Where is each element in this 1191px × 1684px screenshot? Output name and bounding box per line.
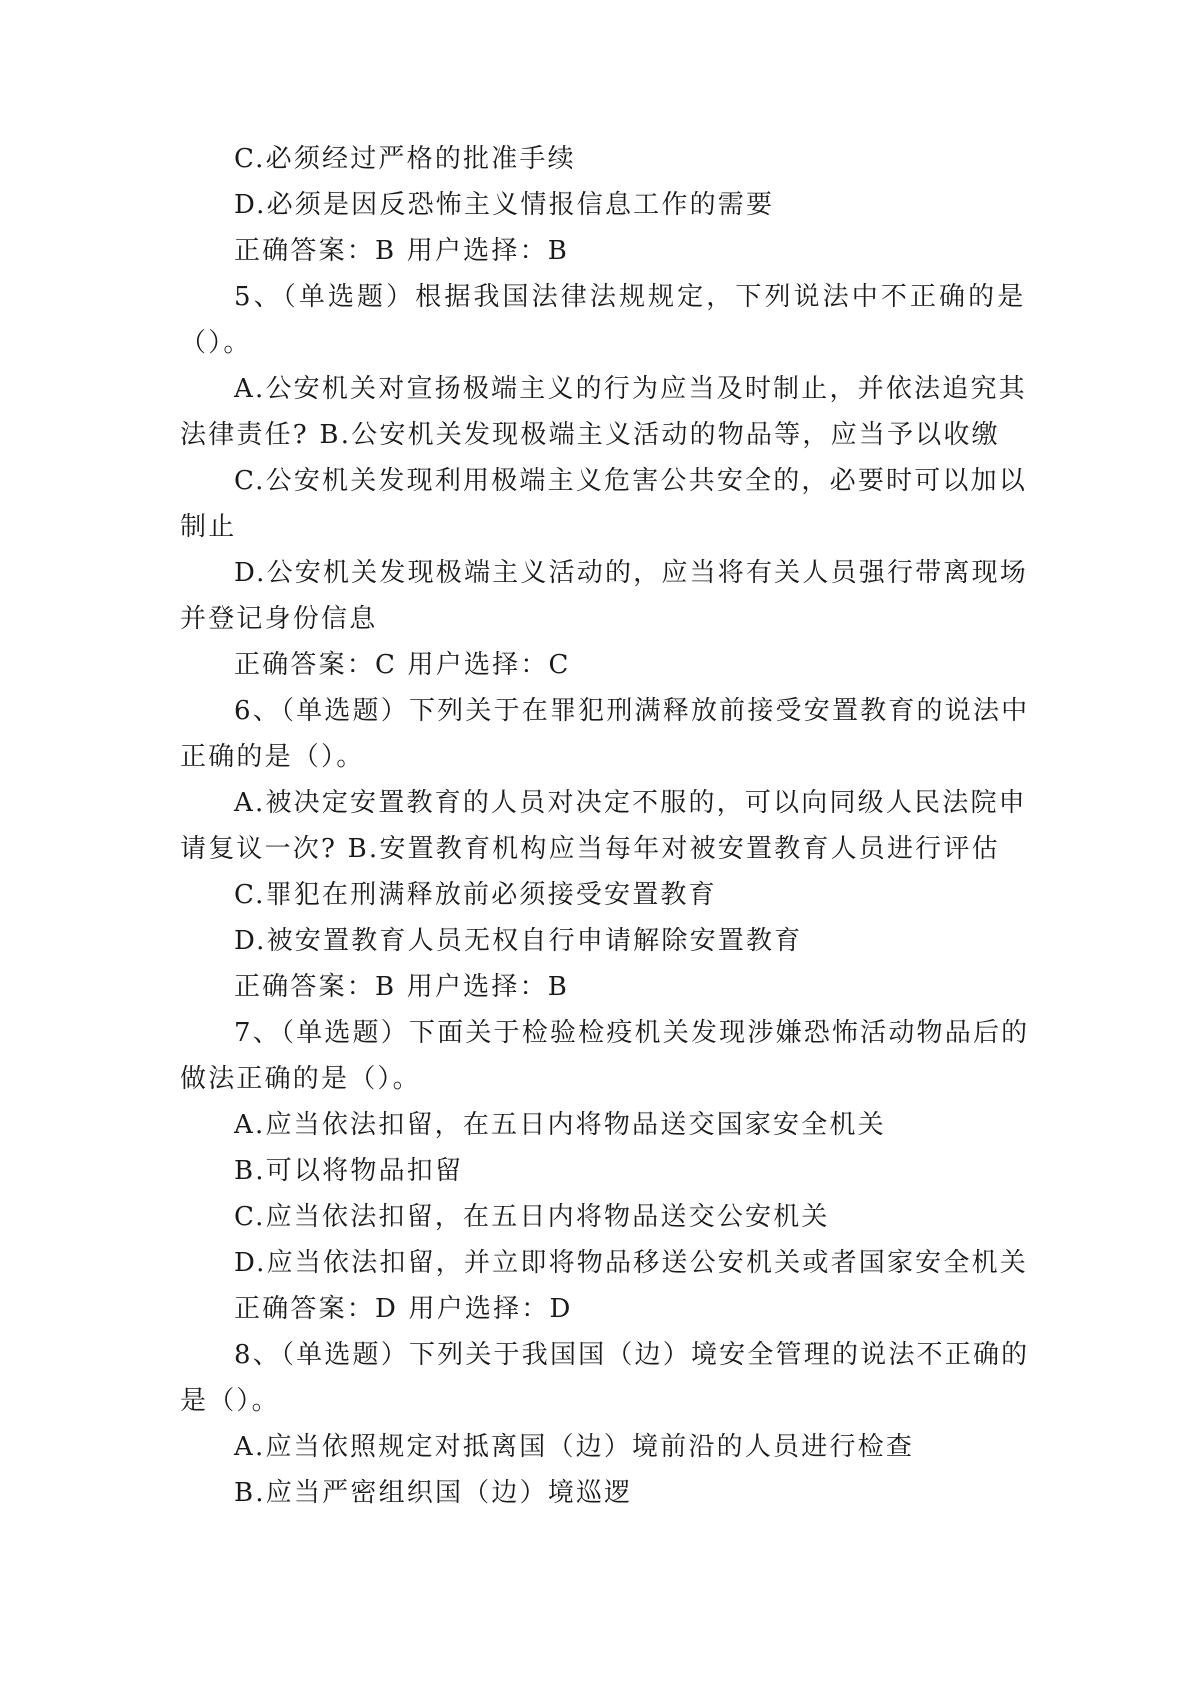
option-line: A.公安机关对宣扬极端主义的行为应当及时制止，并依法追究其 [234, 374, 1027, 404]
question-line: 是（）。 [180, 1386, 280, 1416]
option-line: C.罪犯在刑满释放前必须接受安置教育 [234, 880, 717, 910]
option-line: 请复议一次? B.安置教育机构应当每年对被安置教育人员进行评估 [180, 834, 1000, 864]
option-line: D.必须是因反恐怖主义情报信息工作的需要 [234, 190, 775, 220]
option-line: 制止 [180, 512, 237, 542]
option-line: A.应当依法扣留，在五日内将物品送交国家安全机关 [234, 1110, 886, 1140]
answer-line: 正确答案：C 用户选择：C [234, 650, 571, 680]
answer-line: 正确答案：D 用户选择：D [234, 1294, 573, 1324]
option-line: C.公安机关发现利用极端主义危害公共安全的，必要时可以加以 [234, 466, 1028, 496]
option-line: C.必须经过严格的批准手续 [234, 144, 576, 174]
option-line: A.被决定安置教育的人员对决定不服的，可以向同级人民法院申 [234, 788, 1027, 818]
option-line: D.公安机关发现极端主义活动的，应当将有关人员强行带离现场 [234, 558, 1028, 588]
document-body [180, 136, 1030, 1516]
question-line: 做法正确的是（）。 [180, 1064, 421, 1094]
question-line: 正确的是（）。 [180, 742, 365, 772]
option-line: D.被安置教育人员无权自行申请解除安置教育 [234, 926, 803, 956]
answer-line: 正确答案：B 用户选择：B [234, 972, 570, 1002]
option-line: 法律责任? B.公安机关发现极端主义活动的物品等，应当予以收缴 [180, 420, 1000, 450]
option-line: A.应当依照规定对抵离国（边）境前沿的人员进行检查 [234, 1432, 915, 1462]
option-line: C.应当依法扣留，在五日内将物品送交公安机关 [234, 1202, 830, 1232]
question-line: 8、（单选题）下列关于我国国（边）境安全管理的说法不正确的 [234, 1340, 1030, 1370]
option-line: B.可以将物品扣留 [234, 1156, 464, 1186]
question-line: 6、（单选题）下列关于在罪犯刑满释放前接受安置教育的说法中 [234, 696, 1030, 726]
option-line: D.应当依法扣留，并立即将物品移送公安机关或者国家安全机关 [234, 1248, 1028, 1278]
question-line: 5、（单选题）根据我国法律法规规定，下列说法中不正确的是 [234, 282, 1027, 312]
answer-line: 正确答案：B 用户选择：B [234, 236, 570, 266]
question-line: （）。 [180, 328, 252, 358]
question-line: 7、（单选题）下面关于检验检疫机关发现涉嫌恐怖活动物品后的 [234, 1018, 1030, 1048]
option-line: B.应当严密组织国（边）境巡逻 [234, 1478, 633, 1508]
option-line: 并登记身份信息 [180, 604, 378, 634]
